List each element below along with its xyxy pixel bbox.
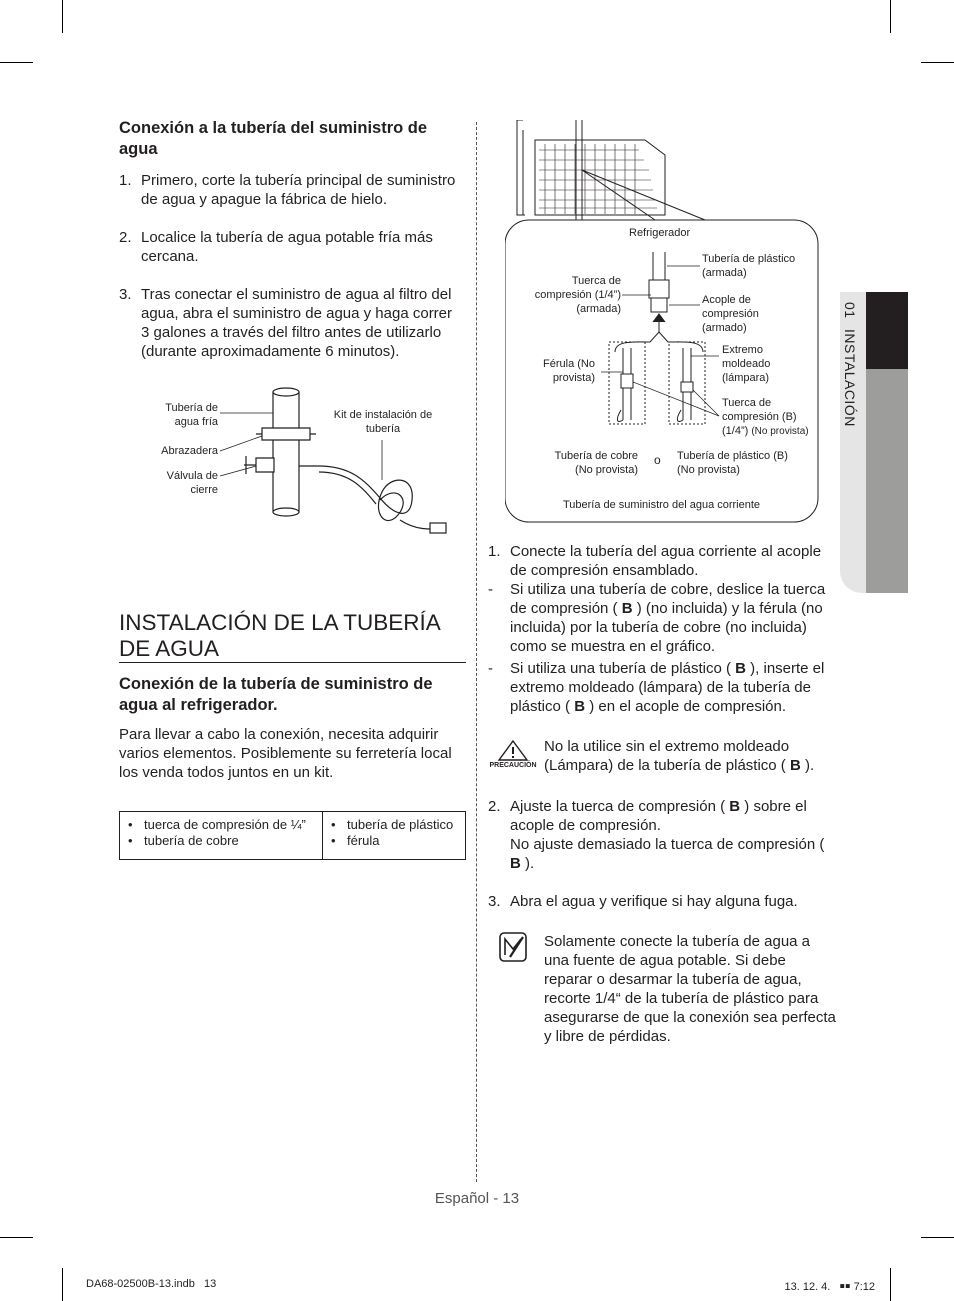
- list-item: • tubería de cobre: [128, 833, 314, 849]
- label-or: o: [654, 453, 661, 467]
- list-item: [488, 659, 833, 716]
- crop-mark: [921, 62, 954, 63]
- list-item: • férula: [331, 833, 457, 849]
- side-tab-grey: [866, 369, 908, 593]
- step-text: Conecte la tubería del agua corriente al acople de compresión ensamblado.: [510, 543, 822, 579]
- caution-text-b: ).: [804, 757, 815, 774]
- kit-col-1: [120, 812, 323, 860]
- right-step2: [488, 797, 833, 873]
- crop-mark: [0, 1237, 33, 1238]
- step-number: 2.: [119, 229, 132, 246]
- main-title: INSTALACIÓN DE LA TUBERÍA DE AGUA: [119, 610, 440, 661]
- label-molded-end: Extremo moldeado (lámpara): [722, 344, 771, 384]
- crop-mark: [921, 1237, 954, 1238]
- dash-bullet: -: [488, 581, 493, 598]
- crop-mark: [890, 0, 891, 33]
- list-item: [488, 797, 833, 873]
- letter-b: B: [510, 855, 521, 872]
- letter-b: B: [729, 798, 741, 815]
- side-tab-text: [842, 302, 858, 427]
- letter-b: B: [574, 698, 586, 715]
- step-number: 1.: [119, 172, 132, 189]
- section2-body: Para llevar a cabo la conexión, necesita adquirir varios elementos. Posiblemente su ferretería local los venda todos juntos en un kit.: [119, 726, 452, 781]
- step2-text-c: No ajuste demasiado la tuerca de compresión (: [510, 836, 825, 853]
- kit-table: [119, 811, 466, 860]
- side-tab-label: INSTALACIÓN: [842, 328, 858, 427]
- letter-b: B: [621, 600, 633, 617]
- caution-icon: [496, 740, 530, 762]
- list-item: [488, 542, 833, 580]
- steps-list-1: [119, 171, 464, 361]
- step-text: Primero, corte la tubería principal de suministro de agua y apague la fábrica de hielo.: [141, 172, 456, 208]
- note-text: Solamente conecte la tubería de agua a una fuente de agua potable. Si debe reparar o desarmar la tubería de agua, recorte 1/4“ de la tubería de plástico para asegurarse de que la conexión sea perfecta y libre de pérdidas.: [544, 933, 836, 1045]
- dash1-text-a: Si utiliza una tubería de cobre, deslice la tuerca de compresión (: [510, 581, 826, 617]
- label-plastic-pipe: Tubería de plástico (armada): [702, 253, 796, 279]
- column-divider: [476, 122, 477, 1182]
- label-comp-nut: Tuerca de compresión (1/4”) (armada): [534, 275, 621, 315]
- right-step1: [488, 542, 833, 716]
- list-item: [119, 228, 464, 266]
- label-copper-pipe: Tubería de cobre (No provista): [554, 450, 638, 476]
- step-text: Localice la tubería de agua potable fría más cercana.: [141, 229, 433, 265]
- dash2-text-c: ) en el acople de compresión.: [589, 698, 786, 715]
- kit-col-2: [323, 812, 466, 860]
- step-number: 1.: [488, 543, 501, 560]
- label-refrigerator: Refrigerador: [629, 227, 691, 239]
- crop-mark: [890, 1268, 891, 1301]
- footer-date: 13. 12. 4. ￭￭ 7:12: [784, 1281, 875, 1293]
- dash2-text-a: Si utiliza una tubería de plástico (: [510, 660, 731, 677]
- label-kit: Kit de instalación de tubería: [333, 409, 433, 435]
- right-step3: [488, 892, 833, 911]
- label-shutoff-valve: Válvula de cierre: [166, 470, 218, 496]
- list-item: [488, 580, 833, 656]
- list-item: • tubería de plástico: [331, 817, 457, 833]
- caution-label: PRECAUCIÓN: [489, 762, 537, 769]
- footer-file: DA68-02500B-13.indb 13: [86, 1278, 217, 1290]
- label-clamp: Abrazadera: [161, 445, 218, 457]
- label-comp-fitting: Acople de compresión (armado): [702, 294, 759, 334]
- note-icon: [498, 931, 528, 963]
- list-item: [119, 285, 464, 361]
- comp-nut-b-text: Tuerca de compresión (B): [722, 397, 797, 423]
- side-tab-dark: [866, 292, 908, 369]
- step-number: 2.: [488, 798, 501, 815]
- letter-b: B: [735, 660, 746, 677]
- step2-text-d: ).: [525, 855, 535, 872]
- label-cold-pipe: Tubería de agua fría: [165, 402, 218, 428]
- dash2-text-b: ), inserte el extremo moldeado (lámpara) de la tubería de plástico (: [510, 660, 825, 715]
- dash-bullet: -: [488, 660, 493, 677]
- step-text: Tras conectar el suministro de agua al filtro del agua, abra el suministro de agua y haga correr 3 galones a través del filtro antes de utilizarlo (durante aproximadamente 6 minutos).: [141, 286, 453, 360]
- label-ferrule: Férula (No provista): [543, 358, 595, 384]
- section1-heading: Conexión a la tubería del suministro de agua: [119, 119, 428, 158]
- comp-nut-b-note: (No provista): [751, 426, 809, 437]
- crop-mark: [62, 0, 63, 33]
- step2-text-a: Ajuste la tuerca de compresión (: [510, 798, 726, 815]
- caution-text-a: No la utilice sin el extremo moldeado (Lámpara) de la tubería de plástico (: [544, 738, 790, 774]
- step-text: Abra el agua y verifique si hay alguna fuga.: [510, 893, 798, 910]
- crop-mark: [62, 1268, 63, 1301]
- step-number: 3.: [488, 893, 501, 910]
- list-item: • tuerca de compresión de ¼”: [128, 817, 314, 833]
- title-rule: [119, 662, 466, 663]
- comp-nut-b-size: (1/4”): [722, 425, 749, 437]
- section2-heading: Conexión de la tubería de suministro de agua al refrigerador.: [119, 675, 433, 714]
- page-number: Español - 13: [434, 1190, 520, 1207]
- list-item: [119, 171, 464, 209]
- label-comp-nut-b: [722, 396, 817, 439]
- step2-text-b: ) sobre el acople de compresión.: [510, 798, 807, 834]
- list-item: [488, 892, 833, 911]
- caution-text: [544, 737, 834, 775]
- step-number: 3.: [119, 286, 132, 303]
- letter-b: B: [789, 757, 801, 774]
- label-supply-pipe: Tubería de suministro del agua corriente: [562, 499, 761, 511]
- dash1-text-b: ) (no incluida) y la férula (no incluida) por la tubería de cobre (no incluida) como se muestra en el gráfico.: [510, 600, 823, 655]
- crop-mark: [0, 62, 33, 63]
- label-plastic-pipe-b: Tubería de plástico (B) (No provista): [677, 450, 788, 476]
- side-tab-number: 01: [842, 302, 858, 319]
